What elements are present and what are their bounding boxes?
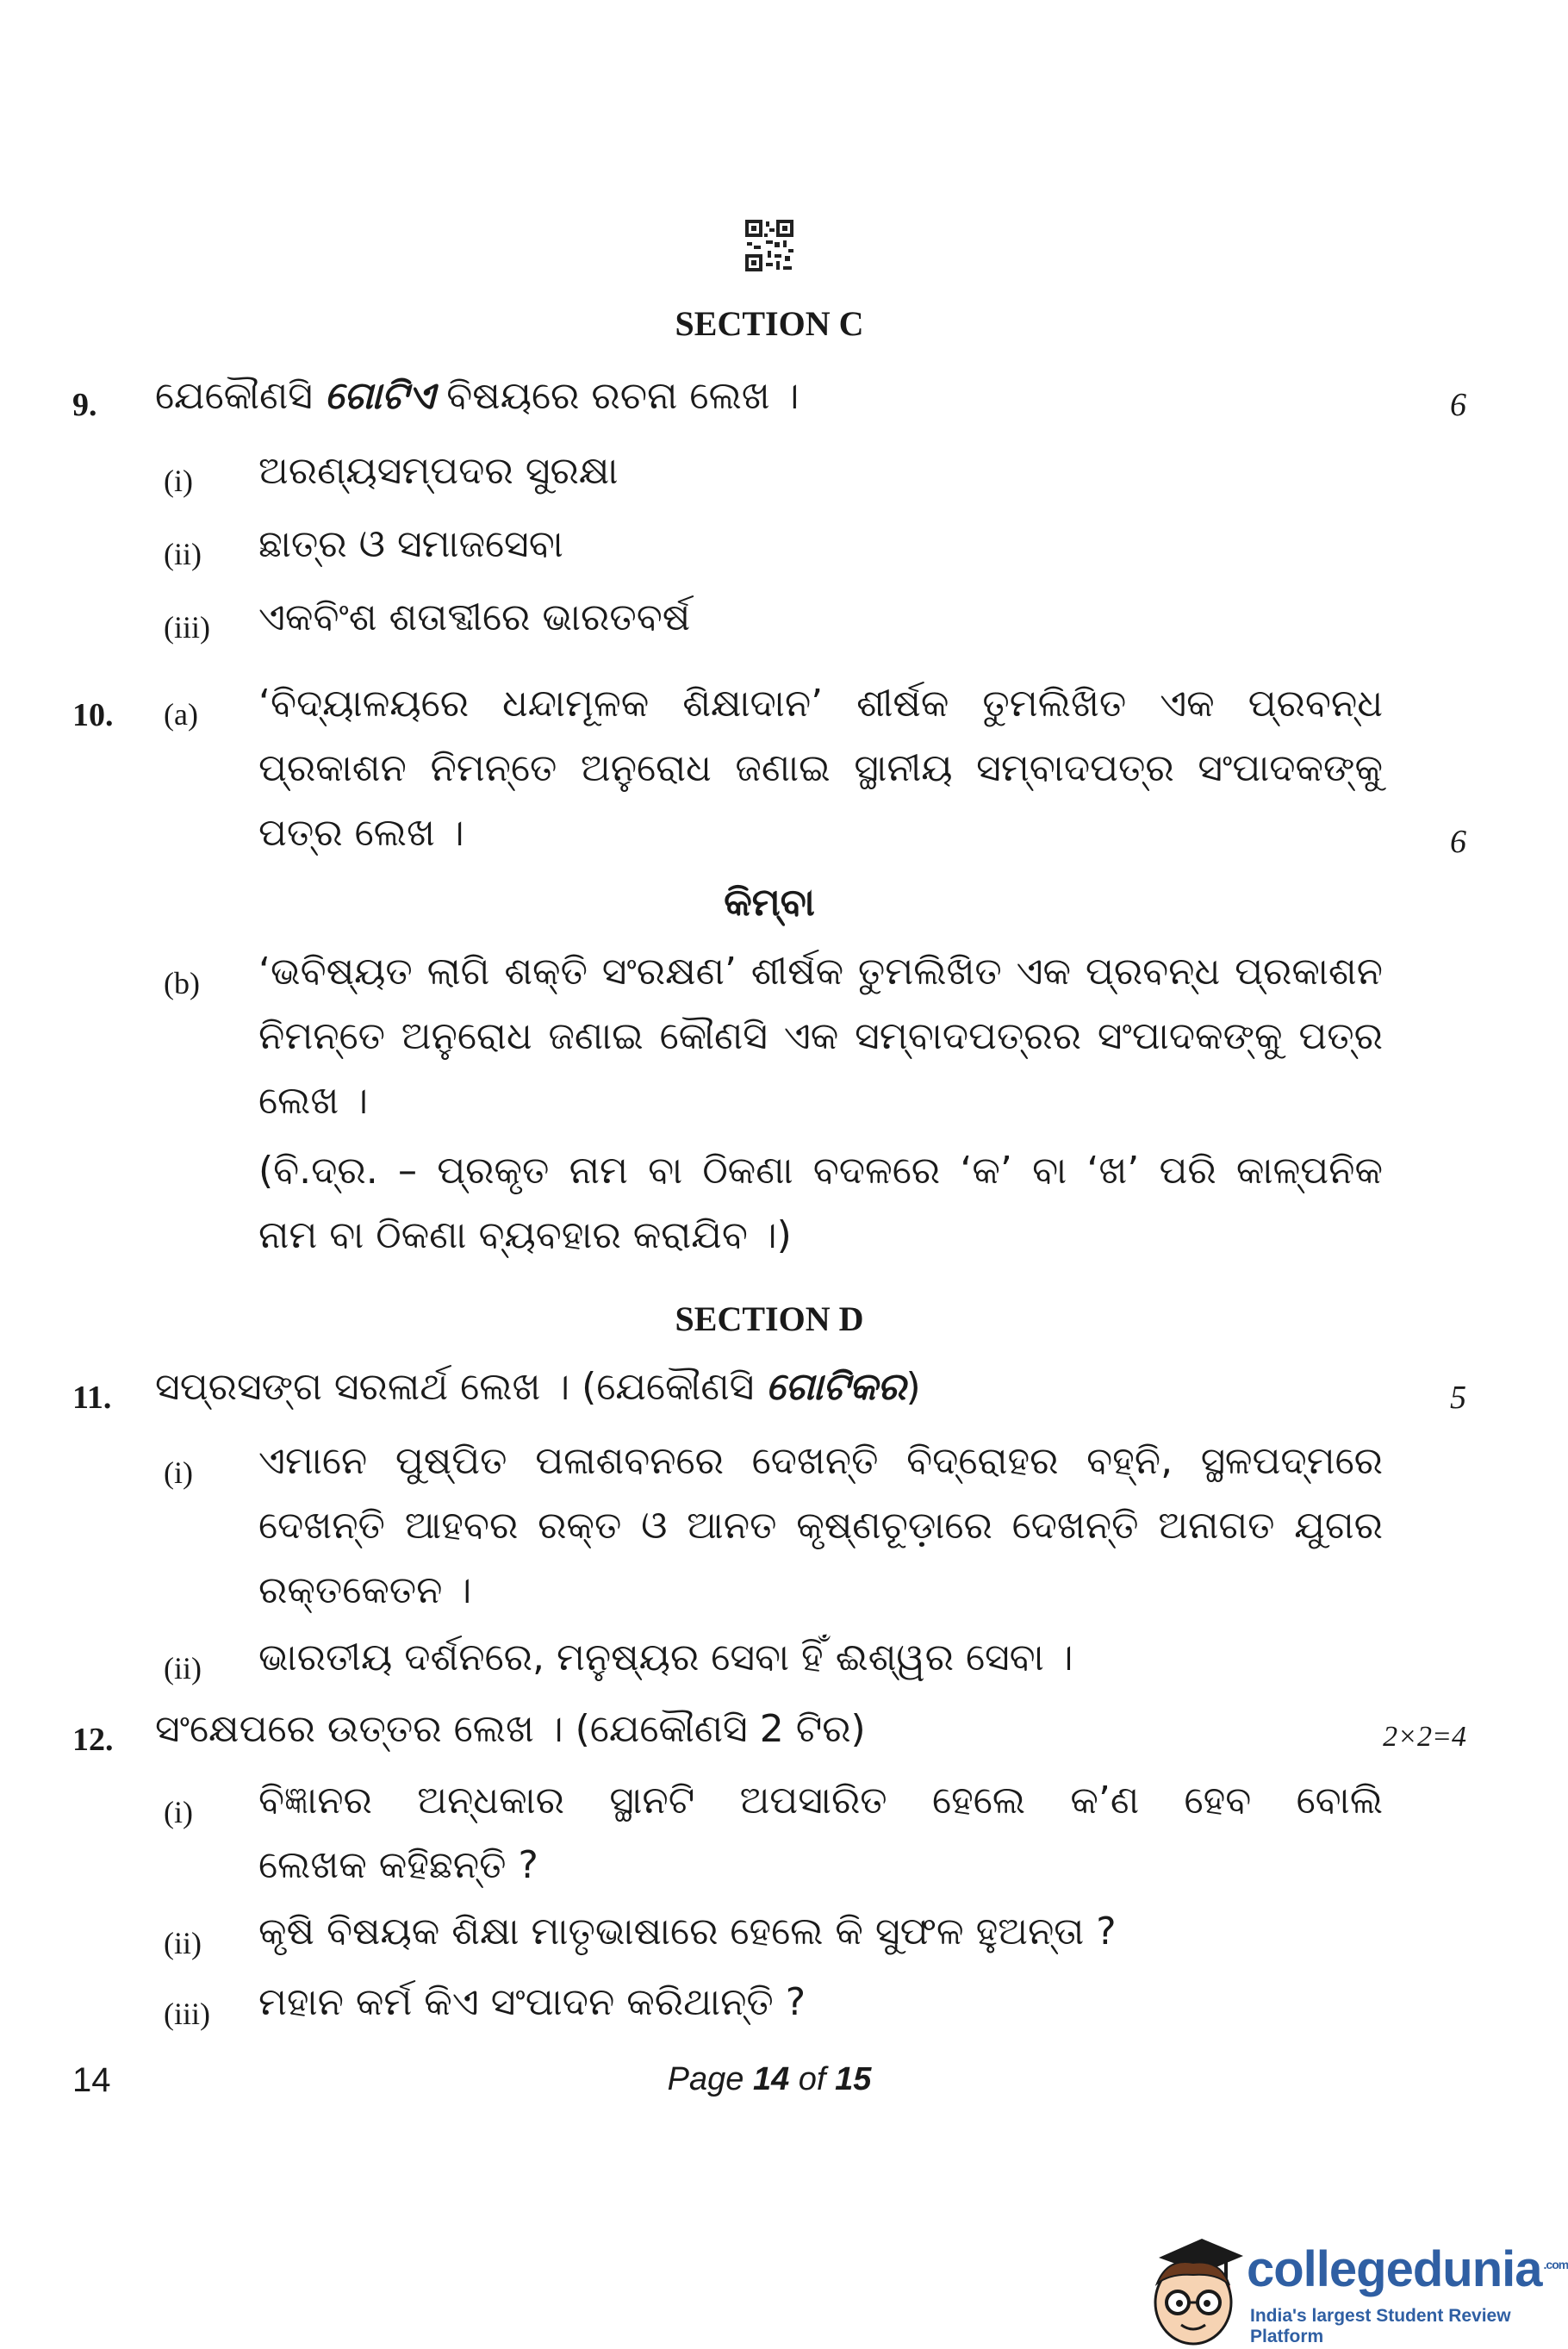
q9-item-iii-text: ଏକବିଂଶ ଶତାବ୍ଦୀରେ ଭାରତବର୍ଷ [258,595,691,639]
question-11-number: 11. [72,1380,112,1416]
q9-item-i-text: ଅରଣ୍ୟସମ୍ପଦର ସୁରକ୍ଷା [258,449,619,493]
q9-item-iii-label: (iii) [164,610,210,645]
q10-a-line-3: ପତ୍ର ଲେଖ । [258,811,464,855]
logo-wordmark: collegedunia $^{.com}$ [1247,2241,1568,2297]
q11-i-line-3: ରକ୍ତକେତନ । [258,1568,472,1612]
qr-code-icon [745,220,793,271]
q10-b-line-1: ‘ଭବିଷ୍ୟତ ଲାଗି ଶକ୍ତି ସଂରକ୍ଷଣ’ ଶୀର୍ଷକ ତୁମଲିଖିତ ଏକ ପ୍ରବନ୍ଧ ପ୍ରକାଶନ [258,950,1383,994]
q10-a-label: (a) [164,697,198,732]
question-11-text: ସପ୍ରସଙ୍ଗ ସରଳାର୍ଥ ଲେଖ । (ଯେକୌଣସି ଗୋଟିକର) [155,1365,921,1409]
q11-i-line-2: ଦେଖନ୍ତି ଆହବର ରକ୍ତ ଓ ଆନତ କୃଷ୍ଣଚୂଡ଼ାରେ ଦେଖନ୍ତି ଅନାଗତ ଯୁଗର [258,1504,1383,1548]
section-d-heading: SECTION D [675,1299,864,1338]
question-10-number: 10. [72,697,114,733]
q10-b-line-3: ଲେଖ । [258,1079,369,1123]
q11-ii-label: (ii) [164,1651,202,1685]
q12-iii-text: ମହାନ କର୍ମ କିଏ ସଂପାଦନ କରିଥାନ୍ତି ? [258,1980,806,2024]
or-divider: କିମ୍ବା [724,881,815,925]
question-12-text: ସଂକ୍ଷେପରେ ଉତ୍ତର ଲେଖ । (ଯେକୌଣସି 2 ଟିର) [155,1707,866,1751]
q12-i-label: (i) [164,1795,193,1829]
question-10-marks: 6 [1450,824,1466,860]
page-number-left: 14 [72,2061,111,2099]
q10-a-line-2: ପ୍ରକାଶନ ନିମନ୍ତେ ଅନୁରୋଧ ଜଣାଇ ସ୍ଥାନୀୟ ସମ୍ବାଦପତ୍ର ସଂପାଦକଙ୍କୁ [258,746,1383,790]
section-c-heading: SECTION C [675,304,864,343]
q9-item-ii-text: ଛାତ୍ର ଓ ସମାଜସେବା [258,522,563,566]
question-12-marks: 2×2=4 [1383,1721,1466,1753]
q12-i-line-1: ବିଜ୍ଞାନର ଅନ୍ଧକାର ସ୍ଥାନଟି ଅପସାରିତ ହେଲେ କ’ଣ ହେବ ବୋଲି [258,1779,1383,1822]
q11-ii-text: ଭାରତୀୟ ଦର୍ଶନରେ, ମନୁଷ୍ୟର ସେବା ହିଁ ଈଶ୍ୱର ସେବା । [258,1636,1073,1679]
q10-note-line-2: ନାମ ବା ଠିକଣା ବ୍ୟବହାର କରାଯିବ ।) [258,1213,792,1257]
q12-iii-label: (iii) [164,1997,210,2031]
q12-i-line-2: ଲେଖକ କହିଛନ୍ତି ? [258,1843,538,1887]
q10-b-label: (b) [164,966,200,1000]
question-9-text: ଯେକୌଣସି ଗୋଟିଏ ବିଷୟରେ ରଚନା ଲେଖ । [155,374,800,418]
page-indicator: Page 14 of 15 [667,2061,872,2097]
student-mascot-icon [1142,2223,1245,2349]
q11-i-line-1: ଏମାନେ ପୁଷ୍ପିତ ପଳାଶବନରେ ଦେଖନ୍ତି ବିଦ୍ରୋହର ବହ୍ନି, ସ୍ଥଳପଦ୍ମରେ [258,1439,1383,1483]
q11-i-label: (i) [164,1455,193,1490]
q9-item-i-label: (i) [164,464,193,498]
q10-a-line-1: ‘ବିଦ୍ୟାଳୟରେ ଧନ୍ଦାମୂଳକ ଶିକ୍ଷାଦାନ’ ଶୀର୍ଷକ ତୁମଲିଖିତ ଏକ ପ୍ରବନ୍ଧ [258,682,1383,726]
question-12-number: 12. [72,1722,114,1758]
q12-ii-label: (ii) [164,1926,202,1960]
collegedunia-logo [1142,2223,1568,2349]
question-9-number: 9. [72,387,97,423]
logo-tagline: India's largest Student Review Platform [1250,2306,1511,2346]
question-11-marks: 5 [1450,1380,1466,1416]
q9-item-ii-label: (ii) [164,537,202,571]
q12-ii-text: କୃଷି ବିଷୟକ ଶିକ୍ଷା ମାତୃଭାଷାରେ ହେଲେ କି ସୁଫଳ ହୁଅନ୍ତା ? [258,1910,1117,1953]
q10-note-line-1: (ବି.ଦ୍ର. – ପ୍ରକୃତ ନାମ ବା ଠିକଣା ବଦଳରେ ‘କ’ ବା ‘ଖ’ ପରି କାଳ୍ପନିକ [258,1149,1383,1193]
question-9-marks: 6 [1450,387,1466,423]
q10-b-line-2: ନିମନ୍ତେ ଅନୁରୋଧ ଜଣାଇ କୌଣସି ଏକ ସମ୍ବାଦପତ୍ରର ସଂପାଦକଙ୍କୁ ପତ୍ର [258,1014,1383,1058]
